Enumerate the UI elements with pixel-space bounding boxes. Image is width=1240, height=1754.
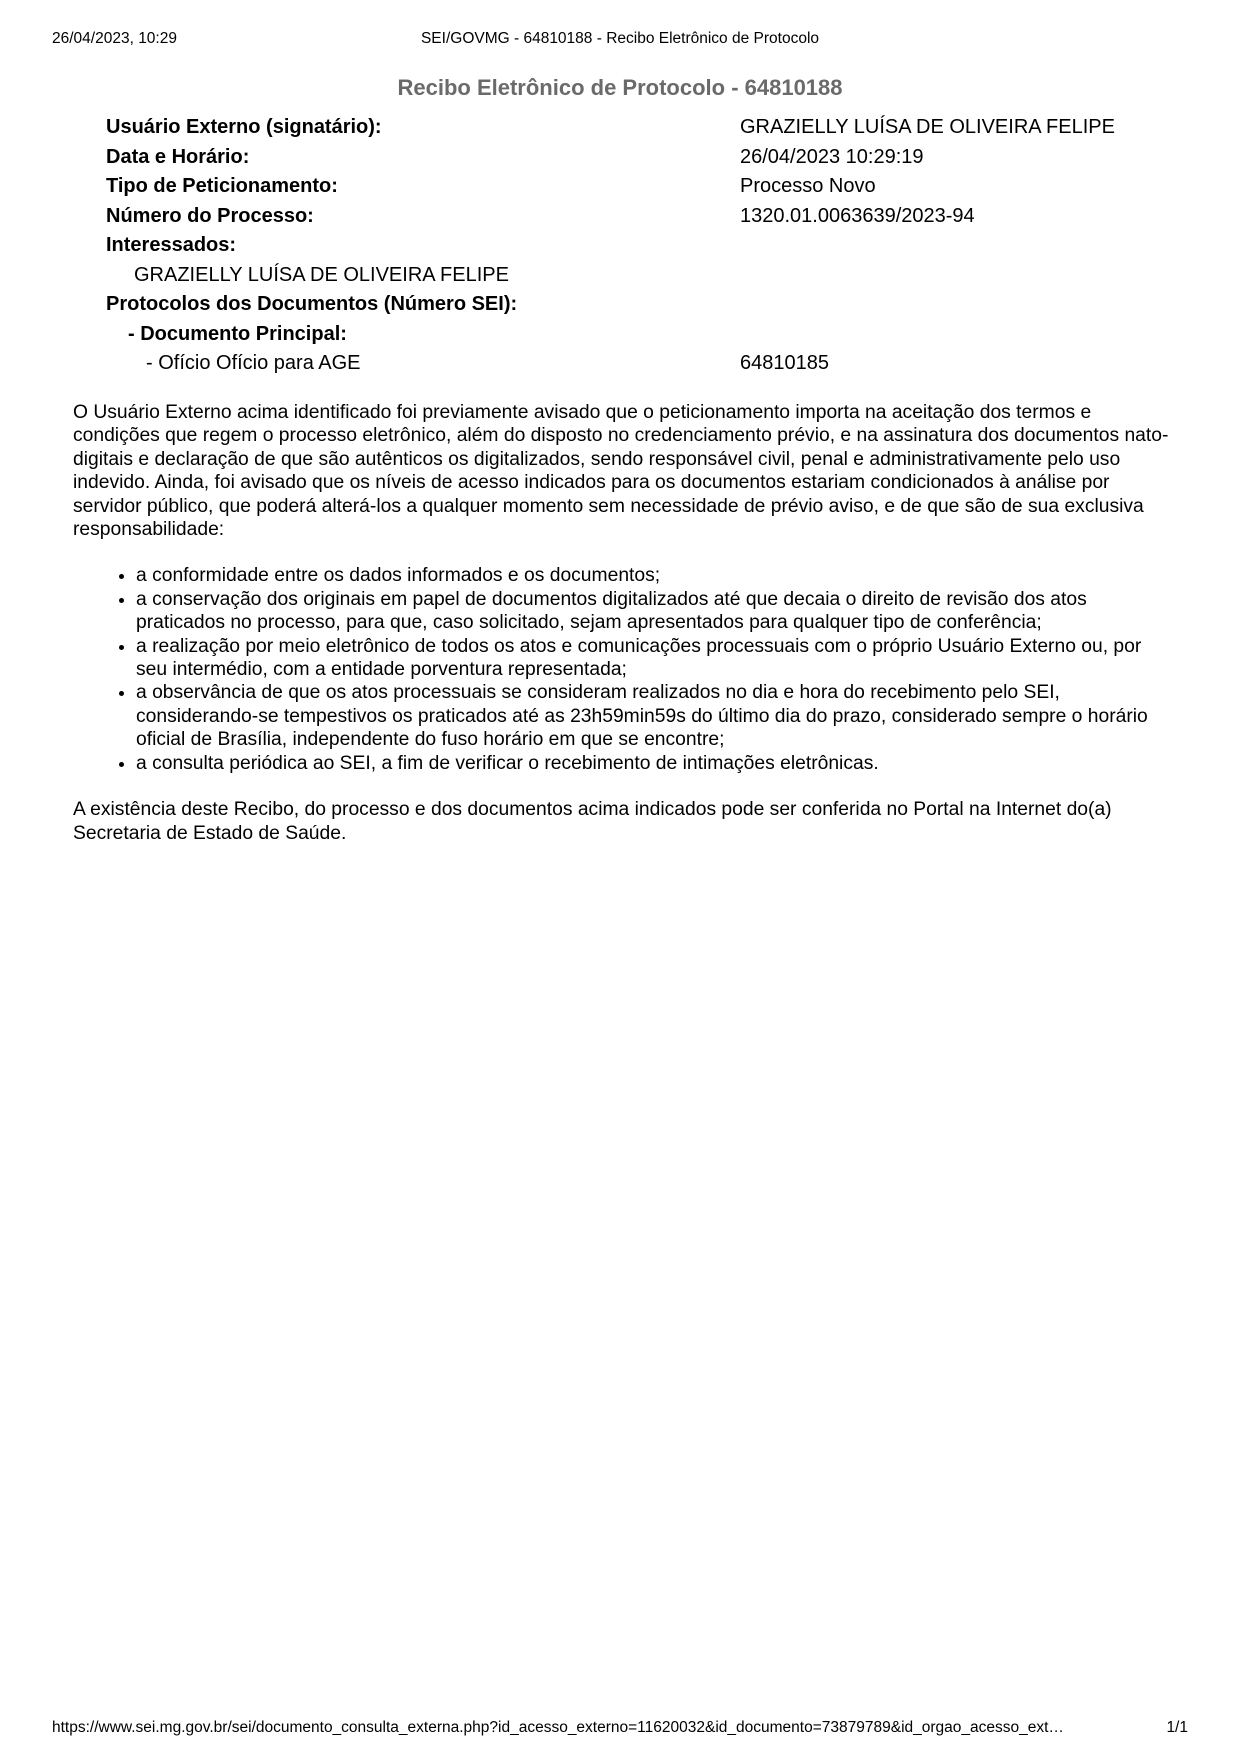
usuario-label: Usuário Externo (signatário): (106, 116, 382, 138)
interessado-nome: GRAZIELLY LUÍSA DE OLIVEIRA FELIPE (134, 263, 509, 286)
intro-paragraph: O Usuário Externo acima identificado foi previamente avisado que o peticionamento importa na aceitação dos termos e condições que regem o processo eletrônico, além do disposto no credenciamento prévio, e na assinatura dos documentos nato-digitais e declaração de que são autênticos os digitalizados, sendo responsável civil, penal e administrativamente pelo uso indevido. Ainda, foi avisado que os níveis de acesso indicados para os documentos estariam condicionados à análise por servidor público, que poderá alterá-los a qualquer momento sem necessidade de prévio aviso, e de que são de sua exclusiva responsabilidade: (73, 402, 1169, 541)
list-item: • a conservação dos originais em papel de documentos digitalizados até que decaia o direito de revisão dos atos praticados no processo, para que, caso solicitado, sejam apresentados para qualquer tipo de conferência; (136, 588, 1173, 635)
tipo-value: Processo Novo (740, 175, 876, 197)
list-item: • a conformidade entre os dados informados e os documentos; (136, 564, 1173, 587)
info-row-tipo (106, 172, 1166, 202)
protocolos-label: Protocolos dos Documentos (Número SEI): (106, 293, 518, 315)
responsibility-list (73, 564, 1173, 775)
list-item: • a consulta periódica ao SEI, a fim de verificar o recebimento de intimações eletrônicas. (136, 752, 1173, 775)
receipt-info-table (106, 113, 1166, 379)
list-item: • a observância de que os atos processuais se consideram realizados no dia e hora do recebimento pelo SEI, considerando-se tempestivos os praticados até as 23h59min59s do último dia do prazo, considerado sempre o horário oficial de Brasília, independente do fuso horário em que se encontre; (136, 681, 1173, 751)
print-date: 26/04/2023, 10:29 (52, 30, 177, 47)
document-title: Recibo Eletrônico de Protocolo - 64810188 (397, 75, 843, 100)
page-number: 1/1 (1166, 1719, 1188, 1736)
receipt-body (73, 401, 1173, 845)
info-row-data (106, 143, 1166, 173)
info-row-interessado-nome (106, 261, 1166, 291)
print-footer (52, 1719, 1188, 1739)
doc-principal-label: - Documento Principal: (128, 322, 347, 345)
info-row-interessados (106, 231, 1166, 261)
numero-label: Número do Processo: (106, 204, 314, 227)
info-row-numero (106, 202, 1166, 232)
doc-nome: - Ofício Ofício para AGE (146, 352, 361, 374)
info-row-documento (106, 349, 1166, 379)
doc-numero: 64810185 (740, 352, 829, 374)
data-value: 26/04/2023 10:29:19 (740, 145, 924, 168)
data-label: Data e Horário: (106, 145, 250, 168)
print-header (52, 30, 1188, 50)
print-page-title: SEI/GOVMG - 64810188 - Recibo Eletrônico de Protocolo (420, 30, 820, 47)
usuario-value: GRAZIELLY LUÍSA DE OLIVEIRA FELIPE (740, 116, 1115, 138)
numero-value: 1320.01.0063639/2023-94 (740, 204, 975, 227)
info-row-protocolos (106, 290, 1166, 320)
tipo-label: Tipo de Peticionamento: (106, 175, 338, 197)
closing-paragraph: A existência deste Recibo, do processo e dos documentos acima indicados pode ser conferida no Portal na Internet do(a) Secretaria de Estado de Saúde. (73, 799, 1112, 844)
list-item: • a realização por meio eletrônico de todos os atos e comunicações processuais com o próprio Usuário Externo ou, por seu intermédio, com a entidade porventura representada; (136, 635, 1173, 682)
info-row-doc-principal (106, 320, 1166, 350)
interessados-label: Interessados: (106, 234, 237, 256)
source-url: https://www.sei.mg.gov.br/sei/documento_consulta_externa.php?id_acesso_externo=11620032&id_documento=73879789&id_orgao_acesso_ext… (52, 1719, 1064, 1736)
info-row-usuario (106, 113, 1166, 143)
